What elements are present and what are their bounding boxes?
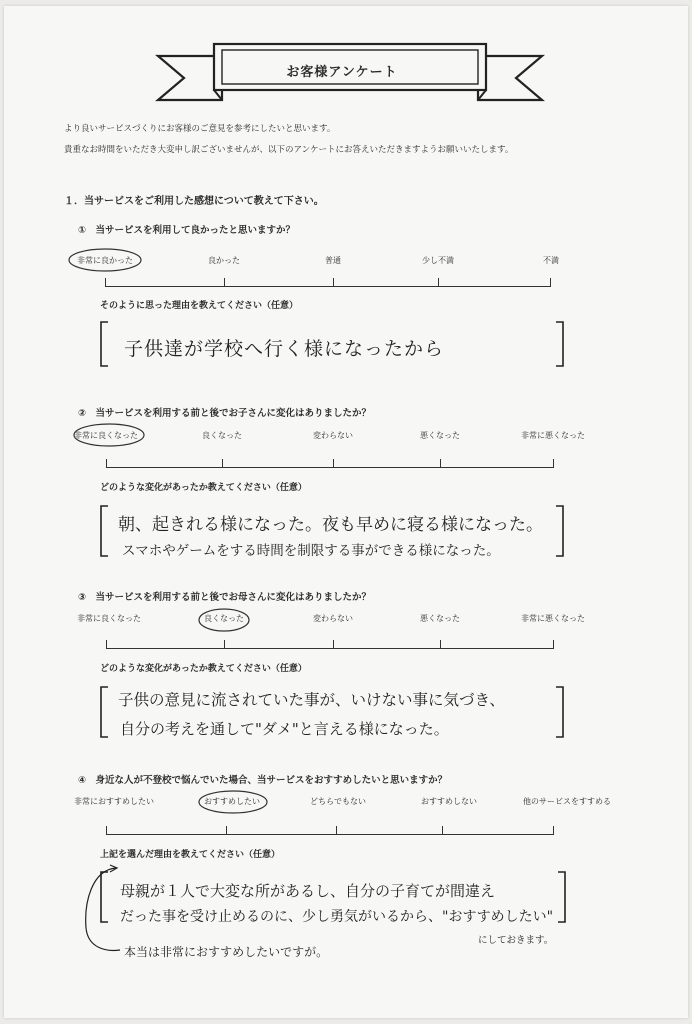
q3-option-4[interactable]: 悪くなった — [420, 614, 460, 623]
question-3: ③ 当サービスを利用する前と後でお母さんに変化はありましたか？ — [78, 592, 372, 603]
q2-option-5[interactable]: 非常に悪くなった — [521, 431, 585, 440]
q4-option-2[interactable]: おすすめしたい — [203, 797, 261, 806]
question-4: ④ 身近な人が不登校で悩んでいた場合、当サービスをおすすめしたいと思いますか？ — [78, 775, 448, 786]
q4-answer-line-2: だった事を受け止めるのに、少し勇気がいるから、"おすすめしたい" — [120, 909, 554, 925]
q1-option-4[interactable]: 少し不満 — [422, 256, 454, 265]
q3-answer-line-2: 自分の考えを通して"ダメ"と言える様になった。 — [120, 720, 449, 738]
q1-rating-scale — [105, 278, 551, 287]
q2-reason-label: どのような変化があったか教えてください（任意） — [100, 483, 307, 493]
q4-option-3[interactable]: どちらでもない — [310, 797, 366, 806]
q1-option-5[interactable]: 不満 — [543, 256, 559, 265]
q2-option-1[interactable]: 非常に良くなった — [74, 431, 138, 440]
q3-answer-line-1: 子供の意見に流されていた事が、いけない事に気づき、 — [118, 691, 505, 709]
q1-reason-label: そのように思った理由を教えてください（任意） — [100, 301, 299, 311]
q2-answer-line-1: 朝、起きれる様になった。夜も早めに寝る様になった。 — [118, 515, 543, 535]
q4-reason-label: 上記を選んだ理由を教えてください（任意） — [100, 850, 281, 860]
q4-rating-scale — [106, 826, 554, 835]
q2-answer-line-2: スマホやゲームをする時間を制限する事ができる様になった。 — [122, 543, 500, 559]
question-2: ② 当サービスを利用する前と後でお子さんに変化はありましたか？ — [78, 408, 372, 419]
q4-handwritten-note: 本当は非常におすすめしたいですが。 — [124, 945, 329, 959]
q1-answer-line-1: 子供達が学校へ行く様になったから — [124, 338, 445, 360]
q3-option-2[interactable]: 良くなった — [204, 614, 244, 623]
q2-selection-circle — [70, 420, 150, 450]
q3-selection-circle — [196, 606, 252, 634]
q1-option-3[interactable]: 普通 — [325, 256, 341, 265]
q2-rating-scale — [106, 459, 554, 468]
q4-option-4[interactable]: おすすめしない — [420, 797, 478, 806]
section-heading: １．当サービスをご利用した感想について教えて下さい。 — [64, 196, 324, 207]
intro-line-1: より良いサービスづくりにお客様のご意見を参考にしたいと思います。 — [64, 124, 336, 134]
q3-rating-scale — [106, 640, 554, 649]
q3-reason-label: どのような変化があったか教えてください（任意） — [100, 664, 307, 674]
q3-option-3[interactable]: 変わらない — [313, 614, 353, 623]
q4-answer-line-1: 母親が１人で大変な所があるし、自分の子育てが間違え — [120, 882, 496, 900]
q4-answer-line-3: にしておきます。 — [478, 935, 554, 946]
q2-option-3[interactable]: 変わらない — [313, 431, 353, 440]
question-1: ① 当サービスを利用して良かったと思いますか？ — [78, 225, 296, 236]
q2-option-4[interactable]: 悪くなった — [420, 431, 460, 440]
q1-option-2[interactable]: 良かった — [208, 256, 240, 265]
q4-option-5[interactable]: 他のサービスをすすめる — [522, 797, 612, 806]
intro-line-2: 貴重なお時間をいただき大変申し訳ございませんが、以下のアンケートにお答えいただきますようお願いいたします。 — [64, 145, 514, 155]
q1-selection-circle — [66, 246, 146, 274]
q4-option-1[interactable]: 非常におすすめしたい — [73, 797, 155, 806]
q3-option-5[interactable]: 非常に悪くなった — [521, 614, 585, 623]
q2-option-2[interactable]: 良くなった — [202, 431, 242, 440]
q1-option-1[interactable]: 非常に良かった — [77, 256, 133, 265]
q3-option-1[interactable]: 非常に良くなった — [77, 614, 141, 623]
page-title: お客様アンケート — [286, 65, 398, 80]
q4-selection-circle — [196, 788, 270, 816]
